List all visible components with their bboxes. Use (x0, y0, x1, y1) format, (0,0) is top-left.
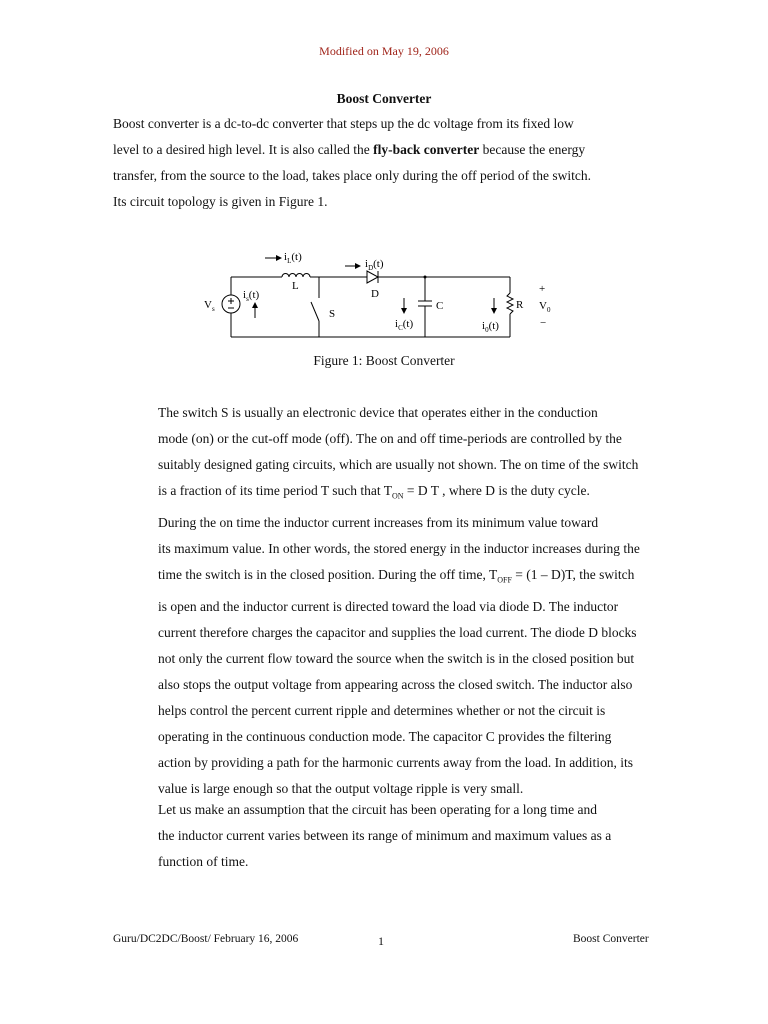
text-span: is a fraction of its time period T such that (158, 483, 384, 498)
toff-symbol: T (488, 567, 498, 582)
text-line: During the on time the inductor current increases from its minimum value toward (158, 515, 599, 530)
text-span: the switch (575, 567, 635, 582)
text-line: operating in the continuous conduction mode. The capacitor C provides the filtering (158, 728, 612, 744)
text-line: the inductor current varies between its range of minimum and maximum values as a (158, 828, 612, 843)
text-line: helps control the percent current ripple and determines whether or not the circuit is (158, 702, 606, 718)
switch-paragraph (113, 400, 658, 510)
page-number: 1 (378, 934, 384, 948)
label-ic: $i_C(t)$ (395, 318, 414, 332)
text-line: value is large enough so that the output voltage ripple is very small. (158, 780, 524, 796)
text-line: mode (on) or the cut-off mode (off). The on and off time-periods are controlled by the (158, 431, 622, 446)
toff-subscript: OFF (497, 575, 512, 585)
text-line: is open and the inductor current is directed toward the load via diode D. The inductor (158, 598, 619, 614)
modified-date: Modified on May 19, 2006 (319, 44, 449, 58)
text-line: Its circuit topology is given in Figure 1. (113, 194, 328, 209)
intro-paragraph (113, 111, 658, 215)
footer-right: Boost Converter (573, 933, 649, 945)
text-span: time the switch is in the closed position. During the off time, (158, 567, 489, 582)
text-line (113, 137, 658, 163)
text-line: also stops the output voltage from appearing across the closed switch. The inductor also (158, 676, 633, 692)
boost-converter-circuit-diagram (195, 246, 565, 346)
text-line: action by providing a path for the harmonic currents away from the load. In addition, its (158, 754, 633, 770)
label-vs: $V_s$ (204, 299, 215, 313)
label-switch: S (329, 308, 336, 320)
ton-equation (383, 483, 439, 501)
label-inductor: L (292, 280, 299, 292)
label-capacitor: C (436, 300, 444, 312)
label-resistor: R (516, 299, 524, 311)
ton-symbol: T (383, 483, 392, 498)
assumption-paragraph (113, 797, 658, 875)
text-line: function of time. (158, 854, 249, 869)
text-line: not only the current flow toward the source when the switch is in the closed position but (158, 650, 635, 666)
resistor-symbol (507, 293, 513, 314)
toff-rhs: = (1 – D)T, (511, 567, 576, 582)
label-is: $i_s(t)$ (243, 289, 260, 303)
on-off-paragraph (113, 510, 658, 802)
text-span: , where D is the duty cycle. (438, 483, 590, 498)
text-line: Boost converter is a dc-to-dc converter that steps up the dc voltage from its fixed low (113, 116, 574, 131)
text-span: because the energy (479, 142, 586, 157)
text-line: The switch S is usually an electronic device that operates either in the conduction (158, 405, 598, 420)
footer-left: Guru/DC2DC/Boost/ February 16, 2006 (113, 933, 299, 945)
text-line: suitably designed gating circuits, which are usually not shown. The on time of the switch (158, 457, 639, 472)
label-io: $i_0(t)$ (482, 320, 499, 334)
text-line: its maximum value. In other words, the stored energy in the inductor increases during the (158, 541, 640, 556)
bold-term: fly-back converter (373, 142, 480, 157)
label-minus: − (540, 317, 547, 329)
inductor-symbol (282, 274, 310, 278)
switch-symbol (311, 302, 319, 321)
text-line (113, 562, 658, 594)
ton-rhs: = D T (403, 483, 439, 498)
text-line: current therefore charges the capacitor and supplies the load current. The diode D blocks (158, 624, 637, 640)
toff-equation (488, 567, 576, 585)
text-line: Let us make an assumption that the circuit has been operating for a long time and (158, 802, 597, 817)
text-span: level to a desired high level. It is also called the (113, 142, 374, 157)
ton-subscript: ON (391, 491, 404, 501)
label-vo: $V_0$ (539, 300, 551, 314)
page-title: Boost Converter (336, 91, 432, 106)
label-diode: D (371, 288, 379, 300)
label-id: $i_D(t)$ (365, 258, 384, 272)
label-plus: + (539, 283, 546, 295)
diode-symbol (367, 271, 378, 283)
figure-caption: Figure 1: Boost Converter (313, 353, 455, 368)
label-il: $i_L(t)$ (284, 251, 302, 265)
text-line (113, 478, 658, 510)
text-line: transfer, from the source to the load, takes place only during the off period of the switch. (113, 168, 591, 183)
